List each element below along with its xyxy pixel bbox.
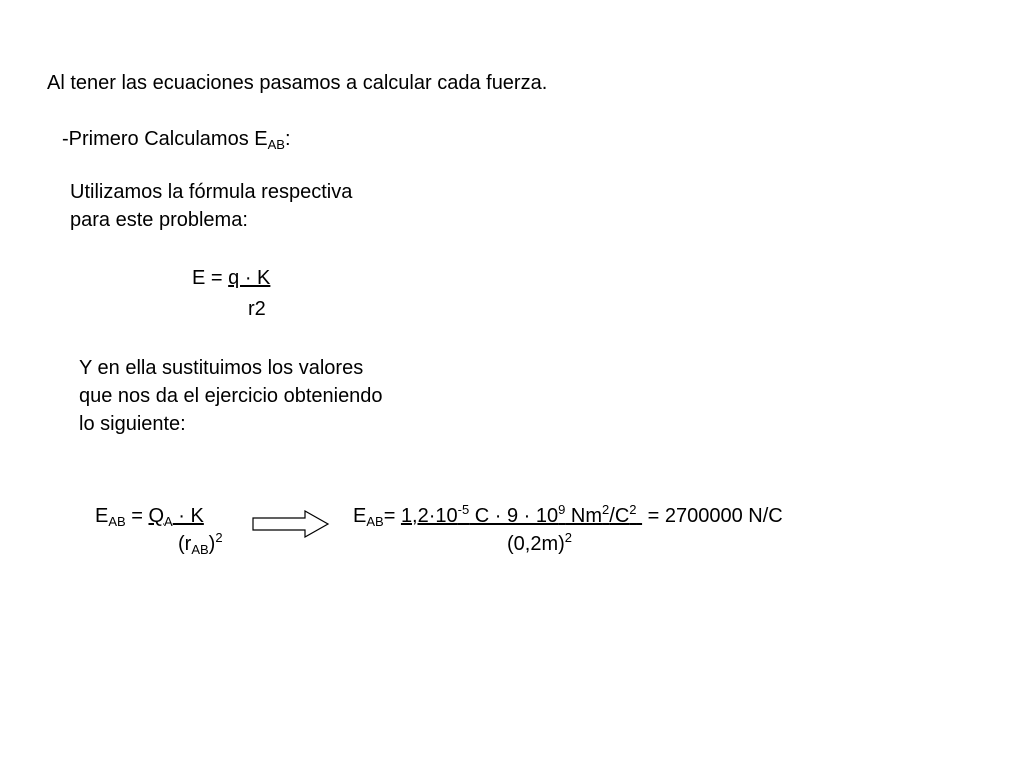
formula-numerator: q · K <box>228 267 271 289</box>
formula-general <box>192 266 270 290</box>
eq-num-den: (0,2m) <box>507 533 565 555</box>
eq-sym-den-open: (r <box>178 533 192 555</box>
eq-sym-q: Q <box>148 505 165 527</box>
eq-sym-numerator <box>148 505 203 527</box>
eq-num-lhs: E <box>353 505 367 527</box>
eq-sym-num-rest: · K <box>172 505 204 527</box>
eq-sym-lhs: E <box>95 505 109 527</box>
eq-num-equals: = <box>383 505 401 527</box>
step-title-prefix: -Primero Calculamos E <box>62 128 268 150</box>
step-title-sub: AB <box>267 137 285 152</box>
eq-num-exp4: 2 <box>629 502 637 517</box>
eq-num-numerator <box>400 502 642 527</box>
eq-num-part1: 1,2·10 <box>400 505 458 527</box>
eq-num-part4: /C <box>609 505 630 527</box>
eq-sym-den-exp: 2 <box>215 530 223 545</box>
eq-sym-lhs-sub: AB <box>108 514 126 529</box>
eq-sym-q-sub: A <box>164 514 173 529</box>
equation-symbolic <box>95 504 204 528</box>
eq-num-part3: Nm <box>565 505 603 527</box>
intro-text: Al tener las ecuaciones pasamos a calcular cada fuerza. <box>47 72 548 94</box>
equation-numeric-denominator <box>507 532 572 556</box>
right-arrow-icon <box>252 510 332 538</box>
eq-num-lhs-sub: AB <box>366 514 384 529</box>
formula-intro-line-1: Utilizamos la fórmula respectiva <box>70 181 353 203</box>
eq-sym-equals: = <box>125 505 149 527</box>
substitution-line-3: lo siguiente: <box>79 413 186 435</box>
substitution-line-1: Y en ella sustituimos los valores <box>79 357 364 379</box>
substitution-line-2: que nos da el ejercicio obteniendo <box>79 385 383 407</box>
formula-intro-line-2: para este problema: <box>70 209 248 231</box>
equation-symbolic-denominator <box>178 532 223 556</box>
eq-num-exp2: 9 <box>558 502 566 517</box>
equation-numeric <box>353 504 783 528</box>
eq-num-den-exp: 2 <box>564 530 573 545</box>
eq-num-part2: C · 9 · 10 <box>469 505 559 527</box>
formula-lhs: E = <box>192 267 229 289</box>
eq-num-exp3: 2 <box>602 502 610 517</box>
step-title-suffix: : <box>284 128 291 150</box>
formula-denominator: r2 <box>248 298 266 320</box>
eq-num-result: = 2700000 N/C <box>642 505 783 527</box>
eq-num-exp1: -5 <box>457 502 470 517</box>
eq-sym-den-sub: AB <box>191 542 209 557</box>
eq-sym-den-close: ) <box>208 533 216 555</box>
step-title <box>62 127 291 151</box>
